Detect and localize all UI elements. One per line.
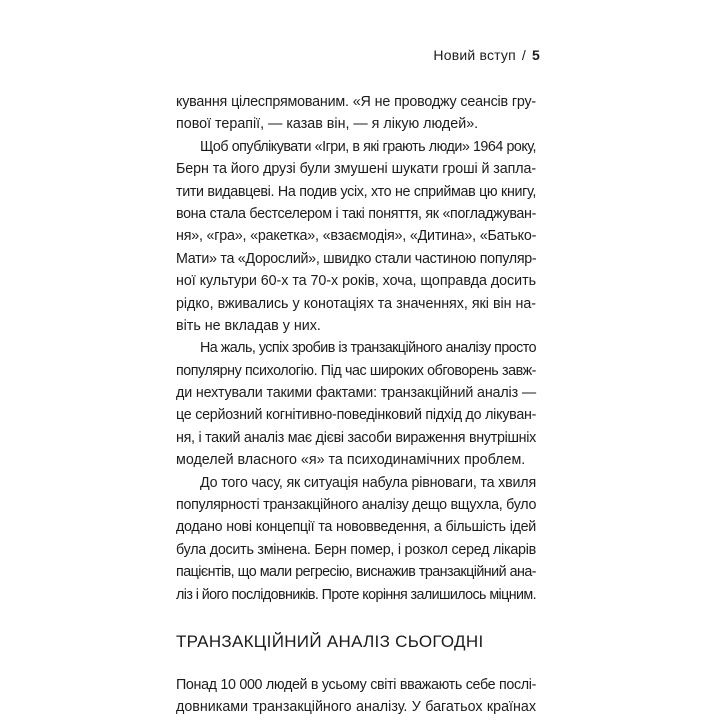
paragraph-continued [176,91,536,136]
text-line: довниками транзакційного аналізу. У багатьох країнах [176,699,536,716]
text-line: ліз і його послідовників. Проте коріння залишилось міцним. [176,586,536,603]
paragraph-section-start [176,674,536,719]
page-body [176,91,536,719]
text-line: На жаль, успіх зробив із транзакційного аналізу просто [200,340,536,357]
text-line: популярності транзакційного аналізу дещо вщухла, було [176,497,537,514]
text-line: До того часу, як ситуація набула рівноваги, та хвиля [200,474,536,491]
text-line: додано нові концепції та нововведення, а більшість ідей [176,519,536,536]
text-line: це серйозний когнітивно-поведінковий підхід до лікуван- [176,407,537,424]
text-line: Берн та його друзі були змушені шукати гроші й запла- [176,161,536,178]
text-line: вона стала бестселером і такі поняття, як «погладжуван- [176,205,536,222]
paragraph-popular-psychology [176,337,536,471]
running-head-title: Новий вступ [433,47,516,63]
text-line: ня, і такий аналіз має дієві засоби вираження внутрішніх [176,429,536,446]
text-line: Мати» та «Дорослий», швидко стали частиною популяр- [176,250,537,267]
text-line: Щоб опублікувати «Ігри, в які грають люди» 1964 року, [200,138,536,155]
text-line: ня», «гра», «ракетка», «взаємодія», «Дитина», «Батько- [176,228,537,245]
text-line: віть не вкладав у них. [176,317,321,334]
running-head [433,47,540,63]
page-number: 5 [532,47,540,63]
text-line: моделей власного «я» та психодинамічних проблем. [176,452,526,469]
text-line: ної культури 60-х та 70-х років, хоча, щоправда досить [176,273,536,290]
paragraph-equilibrium [176,472,536,606]
text-line: пацієнтів, що мали регресію, виснажив транзакційний ана- [176,564,536,581]
text-line: була досить змінена. Берн помер, і розкол серед лікарів [176,541,536,558]
text-line: пової терапії, — казав він, — я лікую людей». [176,116,479,133]
running-head-separator: / [521,47,526,63]
paragraph-games-people-play [176,136,536,338]
section-heading: ТРАНЗАКЦІЙНИЙ АНАЛІЗ СЬОГОДНІ [176,631,484,651]
text-line: кування цілеспрямованим. «Я не проводжу сеансів гру- [176,94,536,110]
text-line: рідко, вживались у конотаціях та значеннях, які він на- [176,295,536,312]
text-line: популярну психологію. Під час широких обговорень завж- [176,362,536,379]
text-line: Понад 10 000 людей в усьому світі вважають себе послі- [176,676,536,693]
text-line: тити видавцеві. На подив усіх, хто не сприймав цю книгу, [176,183,536,200]
text-line: ди нехтували такими фактами: транзакційний аналіз — [176,385,536,402]
